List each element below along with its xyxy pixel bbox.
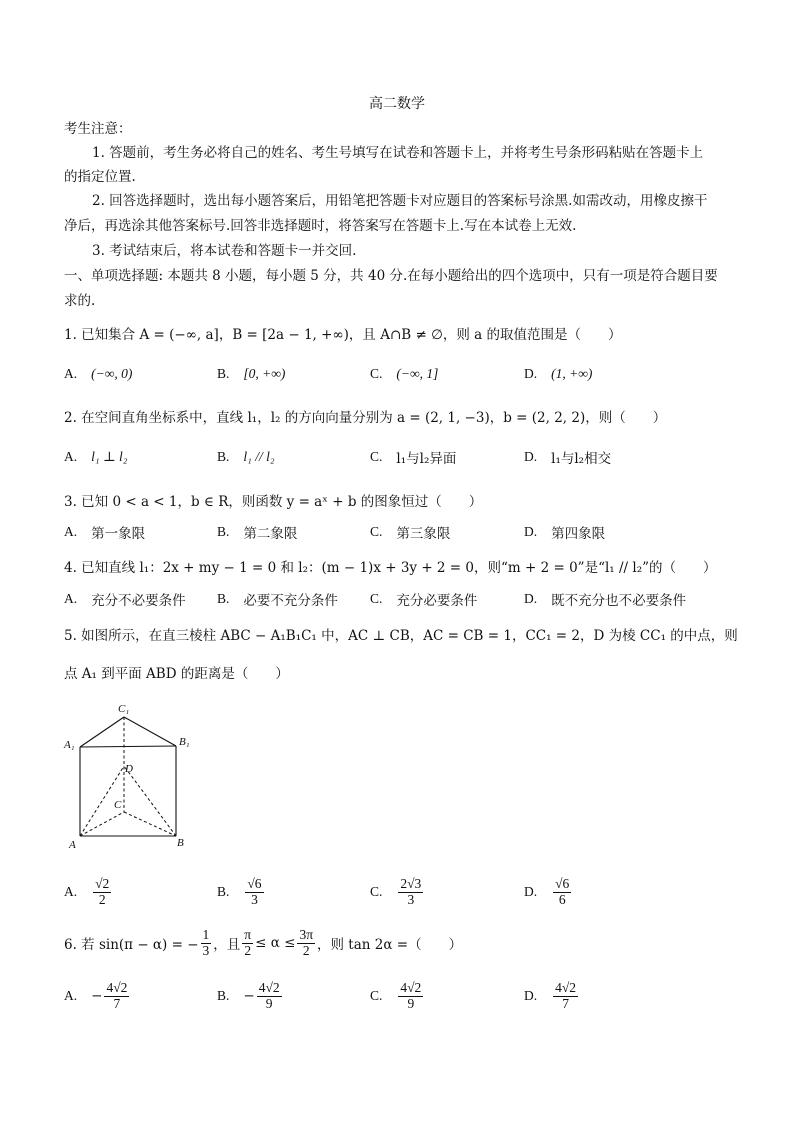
label-d: D: [125, 763, 133, 775]
segment-bd: [124, 766, 176, 836]
option-label: B.: [217, 988, 230, 1003]
notice-line: 的指定位置.: [64, 169, 136, 185]
question-4-stem: 4. 已知直线 l₁：2x + my − 1 = 0 和 l₂：(m − 1)x + 3y + 2 = 0，则“m + 2 = 0”是“l₁ // l₂”的（ ）: [64, 560, 717, 576]
numerator: √2: [95, 876, 110, 892]
option-fraction: [104, 981, 129, 1010]
question-3-stem: 3. 已知 0 < a < 1，b ∈ R，则函数 y = aˣ + b 的图象恒过（ ）: [64, 494, 483, 510]
option-text: 第四象限: [551, 526, 606, 542]
option-sign: −: [243, 988, 255, 1004]
option-text: l₁ ⊥ l₂: [91, 449, 128, 464]
option-label: B.: [217, 449, 230, 464]
option-label: B.: [217, 366, 230, 381]
denominator: 6: [558, 891, 566, 907]
numerator: π: [244, 927, 252, 943]
option-label: A.: [64, 524, 78, 539]
denominator: 9: [265, 995, 273, 1011]
option-label: C.: [370, 524, 383, 539]
denominator: 2: [98, 891, 106, 907]
denominator: 3: [251, 891, 258, 907]
option-label: A.: [64, 366, 78, 381]
option-label: C.: [370, 366, 383, 381]
numerator: 4√2: [258, 980, 280, 996]
option-label: A.: [64, 884, 78, 899]
option-label: A.: [64, 449, 78, 464]
edge-ac: [80, 812, 124, 836]
option-fraction: [245, 877, 263, 906]
option-text: l₁与l₂相交: [551, 451, 612, 467]
question-5-stem: 5. 如图所示，在直三棱柱 ABC − A₁B₁C₁ 中，AC ⊥ CB，AC = CB = 1，CC₁ = 2，D 为棱 CC₁ 的中点，则: [64, 628, 738, 644]
option-label: C.: [370, 884, 383, 899]
edge-a1c1: [80, 717, 124, 747]
option-text: (1, +∞): [551, 366, 593, 381]
option-text: 第二象限: [243, 526, 298, 542]
option-text: (−∞, 0): [91, 366, 133, 381]
denominator: 3: [407, 891, 415, 907]
numerator: √6: [247, 876, 262, 892]
option-text: 充分必要条件: [396, 593, 478, 609]
option-text: l₁与l₂异面: [396, 451, 457, 467]
option-label: B.: [217, 591, 230, 606]
option-label: D.: [524, 449, 538, 464]
denominator: 7: [562, 995, 569, 1011]
numerator: 1: [202, 927, 210, 943]
option-text: [0, +∞): [243, 366, 286, 381]
question-4-options: [64, 579, 744, 619]
label-c: C: [114, 799, 122, 811]
option-fraction: [257, 981, 282, 1010]
option-label: B.: [217, 884, 230, 899]
question-6-stem: [64, 924, 462, 962]
numerator: 4√2: [555, 980, 577, 996]
edge-a1b1: [80, 746, 176, 747]
option-label: D.: [524, 366, 538, 381]
option-fraction: [398, 981, 423, 1010]
option-fraction: [553, 877, 571, 906]
question-5-options: [64, 872, 744, 912]
stem-part: ，则 tan 2α =（ ）: [317, 937, 463, 953]
numerator: 3π: [299, 927, 314, 943]
denominator: 2: [302, 942, 310, 958]
stem-part: ，且: [213, 937, 241, 953]
option-label: D.: [524, 591, 538, 606]
label-b: B: [177, 837, 184, 849]
numerator: 4√2: [106, 980, 128, 996]
option-text: 既不充分也不必要条件: [551, 593, 687, 609]
numerator: 4√2: [400, 980, 422, 996]
notice-header: 考生注意：: [64, 121, 132, 137]
notice-line: 2. 回答选择题时，选出每小题答案后，用铅笔把答题卡对应题目的答案标号涂黑.如需改动，用橡皮擦干: [92, 193, 708, 209]
question-2-stem: 2. 在空间直角坐标系中，直线 l₁，l₂ 的方向向量分别为 a = (2, 1, −3)，b = (2, 2, 2)，则（ ）: [64, 410, 667, 426]
stem-part: ≤ α ≤: [255, 935, 296, 951]
stem-part: 6. 若 sin(π − α) = −: [64, 937, 199, 953]
option-label: A.: [64, 988, 78, 1003]
stem-fraction: [201, 928, 212, 957]
option-label: D.: [524, 884, 538, 899]
option-fraction: [93, 877, 111, 906]
denominator: 2: [244, 942, 252, 958]
section-heading: 一、单项选择题: 本题共 8 小题，每小题 5 分，共 40 分.在每小题给出的四个选项中，只有一项是符合题目要: [64, 268, 718, 284]
denominator: 9: [407, 995, 415, 1011]
option-fraction: [398, 877, 423, 906]
numerator: √6: [555, 876, 570, 892]
question-3-options: [64, 512, 744, 552]
option-text: 充分不必要条件: [91, 593, 186, 609]
option-label: C.: [370, 449, 383, 464]
notice-line: 1. 答题前，考生务必将自己的姓名、考生号填写在试卷和答题卡上，并将考生号条形码粘贴在答题卡上: [92, 145, 704, 161]
question-1-options: [64, 354, 744, 394]
question-5-stem: 点 A₁ 到平面 ABD 的距离是（ ）: [64, 666, 289, 682]
option-label: C.: [370, 591, 383, 606]
option-text: 第一象限: [91, 526, 146, 542]
edge-c1b1: [124, 717, 176, 746]
page-title: 高二数学: [369, 96, 425, 112]
notice-line: 净后，再选涂其他答案标号.回答非选择题时，将答案写在答题卡上.写在本试卷上无效.: [64, 218, 577, 234]
question-1-stem: 1. 已知集合 A = (−∞, a]，B = [2a − 1, +∞)，且 A∩B ≠ ∅，则 a 的取值范围是（ ）: [64, 327, 622, 343]
option-label: A.: [64, 591, 78, 606]
edge-cb: [124, 812, 176, 836]
question-2-options: [64, 437, 744, 477]
label-c1: C₁: [118, 703, 130, 715]
option-text: l₁ // l₂: [243, 449, 275, 464]
stem-fraction: [242, 928, 253, 957]
option-sign: −: [91, 988, 103, 1004]
denominator: 3: [202, 942, 210, 958]
option-label: B.: [217, 524, 230, 539]
option-fraction: [553, 981, 578, 1010]
numerator: 2√3: [400, 876, 422, 892]
option-text: 第三象限: [396, 526, 451, 542]
notice-line: 3. 考试结束后，将本试卷和答题卡一并交回.: [92, 243, 357, 259]
stem-fraction: [297, 928, 315, 957]
label-a: A: [69, 839, 76, 851]
label-a1: A₁: [64, 739, 75, 751]
section-heading: 求的.: [64, 293, 96, 309]
denominator: 7: [113, 995, 121, 1011]
option-label: D.: [524, 524, 538, 539]
question-6-options: [64, 976, 744, 1016]
option-text: 必要不充分条件: [243, 593, 338, 609]
label-b1: B₁: [179, 736, 190, 748]
option-label: D.: [524, 988, 538, 1003]
prism-figure: [62, 700, 202, 858]
option-text: (−∞, 1]: [396, 366, 439, 381]
option-label: C.: [370, 988, 383, 1003]
